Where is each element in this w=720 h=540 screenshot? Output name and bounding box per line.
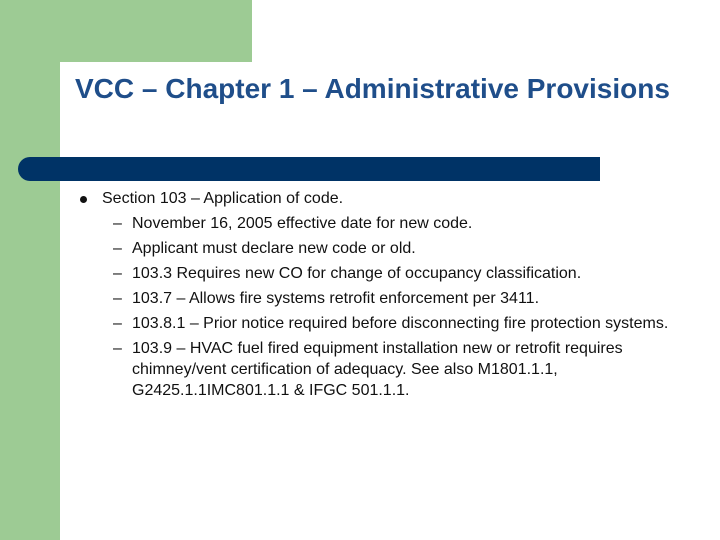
dash-marker: – xyxy=(113,265,122,282)
dash-marker: – xyxy=(113,315,122,332)
sub-bullet-item xyxy=(80,263,680,284)
sub-bullet-item xyxy=(80,238,680,259)
dash-marker: – xyxy=(113,215,122,232)
sub-bullet-text: 103.7 – Allows fire systems retrofit enforcement per 3411. xyxy=(132,290,540,307)
left-green-bar xyxy=(0,0,60,540)
dash-marker: – xyxy=(113,340,122,357)
slide-title: VCC – Chapter 1 – Administrative Provisions xyxy=(75,73,670,104)
title-divider-bar xyxy=(18,157,600,181)
dash-marker: – xyxy=(113,290,122,307)
sub-bullet-text: 103.9 – HVAC fuel fired equipment installation new or retrofit requires chimney/vent certification of adequacy. See also M1801.1.1, G2425.1.1IMC801.1.1 & IFGC 501.1.1. xyxy=(132,340,623,399)
sub-bullet-item xyxy=(80,288,680,309)
sub-bullet-text: 103.3 Requires new CO for change of occupancy classification. xyxy=(132,265,582,282)
bullet-dot-icon xyxy=(80,196,87,203)
bullet-item xyxy=(80,188,680,210)
sub-bullet-item xyxy=(80,338,680,401)
slide-body xyxy=(80,188,680,405)
sub-bullet-text: 103.8.1 – Prior notice required before disconnecting fire protection systems. xyxy=(132,315,669,332)
sub-bullet-item xyxy=(80,213,680,234)
sub-bullet-list xyxy=(80,213,680,401)
bullet-text: Section 103 – Application of code. xyxy=(102,190,344,207)
dash-marker: – xyxy=(113,240,122,257)
sub-bullet-item xyxy=(80,313,680,334)
top-green-block xyxy=(60,0,252,62)
sub-bullet-text: November 16, 2005 effective date for new code. xyxy=(132,215,473,232)
sub-bullet-text: Applicant must declare new code or old. xyxy=(132,240,416,257)
